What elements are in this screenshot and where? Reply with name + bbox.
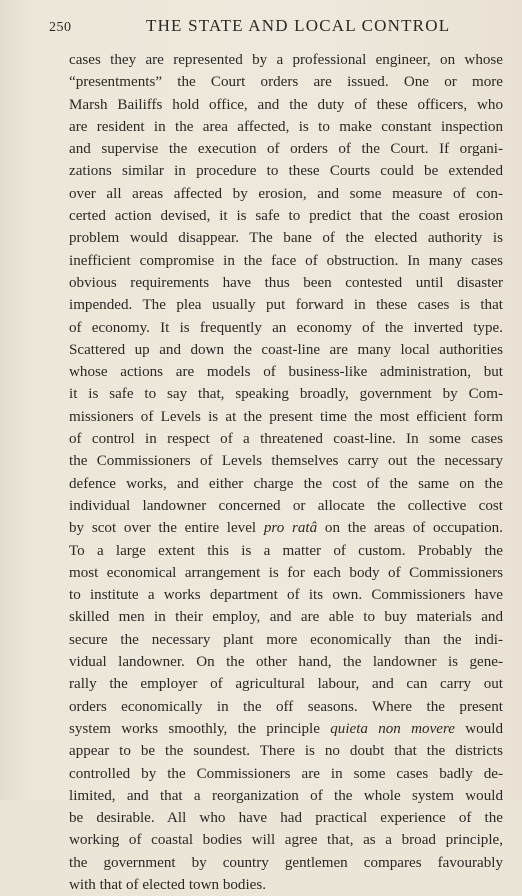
text-line: orders economically in the off seasons. Where the present [69, 698, 503, 715]
text-line: defence works, and either charge the cost of the same on the [69, 475, 503, 492]
text-line: cases they are represented by a professional engineer, on whose [69, 52, 503, 68]
text-line: of economy. It is frequently an economy of the inverted type. [69, 319, 503, 336]
text-line: missioners of Levels is at the present time the most efficient form [69, 408, 503, 425]
text-line: of control in respect of a threatened coast-line. In some cases [69, 431, 503, 448]
text-line: Scattered up and down the coast-line are many local authorities [69, 341, 503, 358]
text-line: problem would disappear. The bane of the elected authority is [69, 230, 503, 247]
italic-phrase-pro-rata: pro ratâ [263, 520, 318, 537]
text-line: most economical arrangement is for each body of Commissioners [69, 564, 503, 581]
text-line: over all areas affected by erosion, and some measure of con- [69, 185, 503, 202]
text-run: would [454, 720, 503, 737]
text-line: zations similar in procedure to these Courts could be extended [69, 163, 503, 180]
text-line: working of coastal bodies will agree that, as a broad principle, [69, 832, 503, 849]
text-line: limited, and that a reorganization of the whole system would [69, 787, 503, 804]
text-line: it is safe to say that, speaking broadly, government by Com- [69, 386, 503, 403]
body-text [69, 49, 503, 896]
text-line: appear to be the soundest. There is no doubt that the districts [69, 743, 503, 760]
text-line: certed action devised, it is safe to predict that the coast erosion [69, 208, 503, 225]
text-line [69, 718, 503, 740]
text-line: the Commissioners of Levels themselves carry out the necessary [69, 453, 503, 470]
italic-phrase-quieta-non-movere: quieta non movere [330, 720, 455, 737]
text-run: by scot over the entire level [69, 520, 264, 537]
text-line: “presentments” the Court orders are issued. One or more [69, 74, 503, 91]
text-line: whose actions are models of business-like administration, but [69, 364, 503, 381]
text-run: on the areas of occupation. [317, 520, 504, 537]
running-title: THE STATE AND LOCAL CONTROL [146, 16, 451, 35]
text-line: the government by country gentlemen compares favourably [69, 854, 503, 871]
text-line: and supervise the execution of orders of the Court. If organi- [69, 141, 503, 158]
text-line: to institute a works department of its own. Commissioners have [69, 587, 503, 604]
page-number: 250 [49, 20, 72, 35]
text-line: individual landowner concerned or allocate the collective cost [69, 497, 503, 514]
text-run: system works smoothly, the principle [69, 720, 331, 737]
text-line: obvious requirements have thus been contested until disaster [69, 274, 503, 291]
text-line: skilled men in their employ, and are able to buy materials and [69, 609, 503, 626]
text-line: To a large extent this is a matter of custom. Probably the [69, 542, 503, 559]
text-line: secure the necessary plant more economically than the indi- [69, 631, 503, 648]
text-line: impended. The plea usually put forward in these cases is that [69, 297, 503, 314]
running-head [0, 14, 522, 38]
text-line: are resident in the area affected, is to make constant inspection [69, 118, 503, 135]
text-line: rally the employer of agricultural labour, and can carry out [69, 676, 503, 693]
text-line: controlled by the Commissioners are in some cases badly de- [69, 765, 503, 782]
text-line: with that of elected town bodies. [69, 876, 267, 893]
text-line: Marsh Bailiffs hold office, and the duty of these officers, who [69, 96, 503, 113]
text-line [69, 517, 503, 539]
text-line: inefficient compromise in the face of obstruction. In many cases [69, 252, 503, 269]
text-line: be desirable. All who have had practical experience of the [69, 810, 503, 827]
text-line: vidual landowner. On the other hand, the landowner is gene- [69, 654, 503, 671]
